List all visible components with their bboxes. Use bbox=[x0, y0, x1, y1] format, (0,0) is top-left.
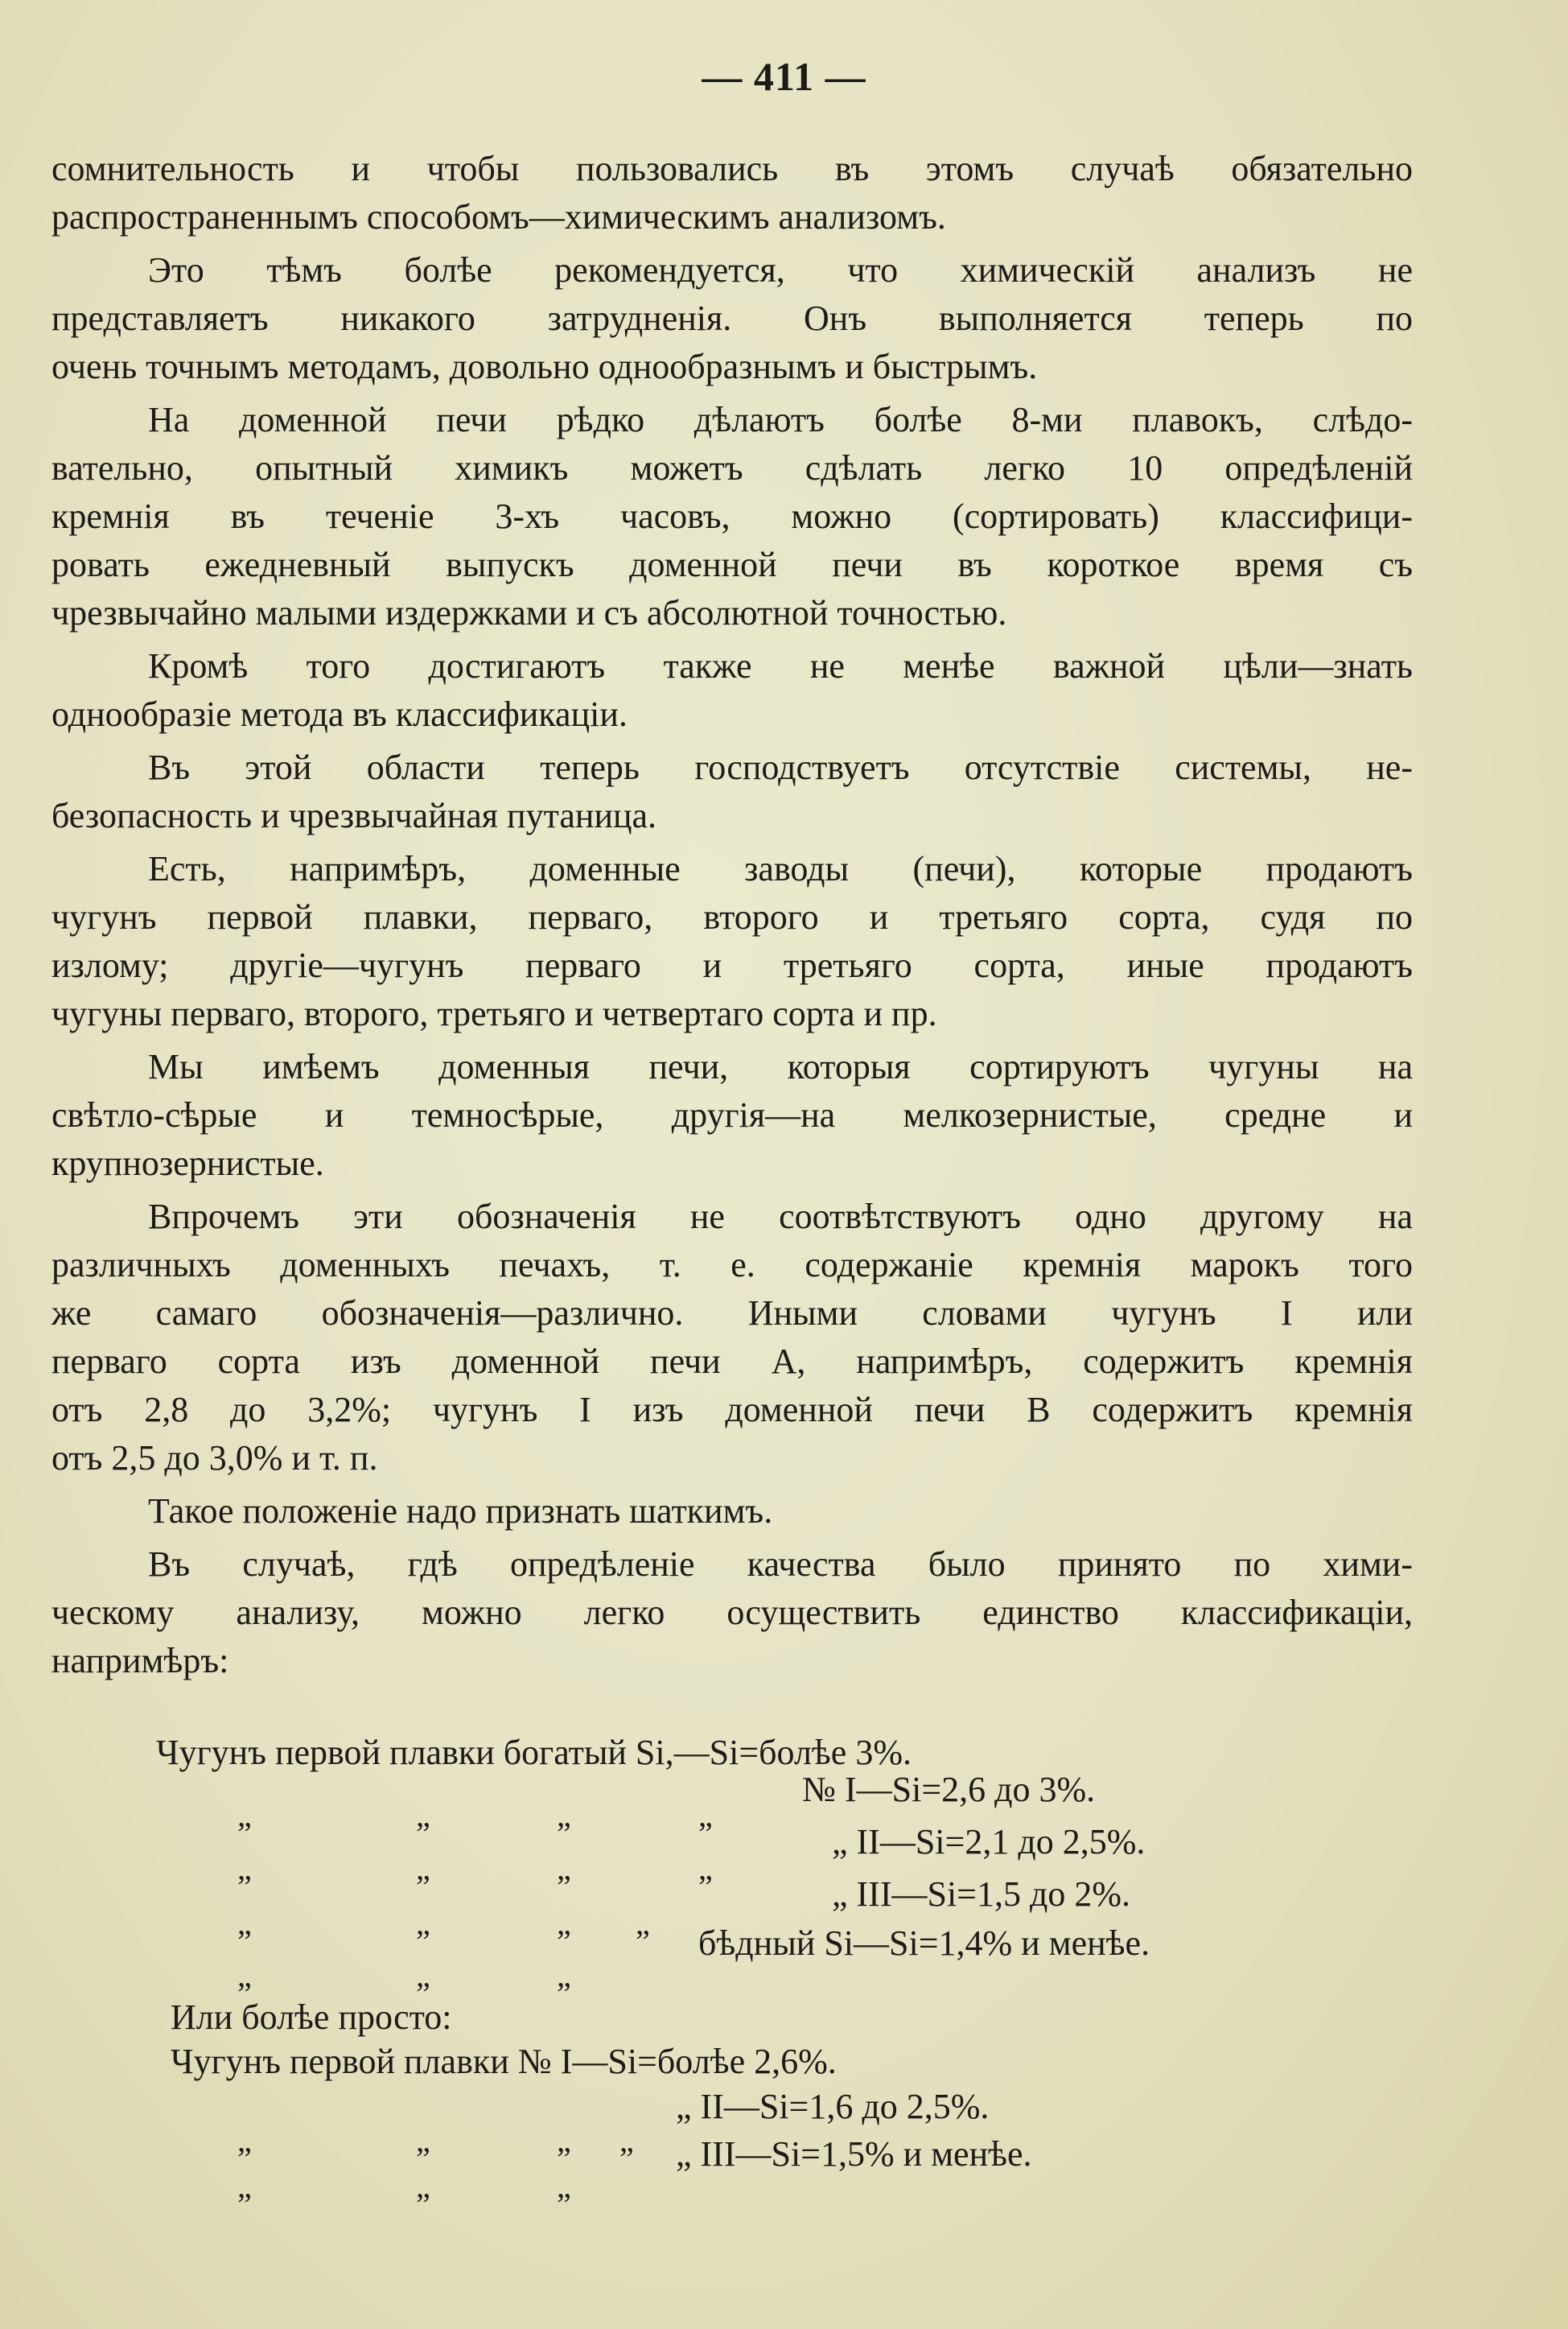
paragraph bbox=[51, 1193, 1413, 1482]
text-line: сомнительность и чтобы пользовались въ этомъ случаѣ обязательно bbox=[51, 149, 1413, 188]
text-line: крупнозернистые. bbox=[51, 1144, 324, 1183]
ditto-mark: „ bbox=[237, 1850, 252, 1886]
ditto-mark: „ bbox=[698, 1797, 713, 1833]
text-line: чрезвычайно малыми издержками и съ абсолютной точностью. bbox=[51, 593, 1007, 633]
ditto-mark: „ bbox=[416, 1797, 430, 1833]
text-line: Есть, напримѣръ, доменные заводы (печи), которые продаютъ bbox=[148, 849, 1413, 888]
page-number: — 411 — bbox=[702, 54, 866, 99]
ditto-mark: „ bbox=[557, 1957, 571, 1993]
text-line: представляетъ никакого затрудненія. Онъ выполняется теперь по bbox=[51, 299, 1413, 338]
classification-row: бѣдный Si—Si=1,4% и менѣе. bbox=[698, 1923, 1150, 1963]
classification-head: Чугунъ первой плавки богатый Si,—Si=болѣе 3%. bbox=[156, 1733, 912, 1772]
ditto-mark: „ bbox=[557, 1797, 571, 1833]
text-line: излому; другіе—чугунъ перваго и третьяго сорта, иные продаютъ bbox=[51, 946, 1413, 985]
text-line: свѣтло-сѣрые и темносѣрые, другія—на мелкозернистые, средне и bbox=[51, 1095, 1413, 1135]
text-line: Мы имѣемъ доменныя печи, которыя сортируютъ чугуны на bbox=[148, 1047, 1413, 1086]
classification-row: № I—Si=2,6 до 3%. bbox=[802, 1770, 1096, 1809]
ditto-mark: „ bbox=[237, 2168, 252, 2204]
text-line: однообразіе метода въ классификаціи. bbox=[51, 695, 628, 734]
text-line: На доменной печи рѣдко дѣлаютъ болѣе 8-ми плавокъ, слѣдо- bbox=[148, 400, 1413, 439]
ditto-mark: „ bbox=[557, 2122, 571, 2158]
ditto-mark: „ bbox=[416, 2168, 430, 2204]
text-line: чугуны перваго, второго, третьяго и четвертаго сорта и пр. bbox=[51, 994, 937, 1033]
text-line: Въ этой области теперь господствуетъ отсутствіе системы, не- bbox=[148, 748, 1413, 787]
classification-row: „ II—Si=2,1 до 2,5%. bbox=[832, 1822, 1146, 1861]
classification-head: Чугунъ первой плавки № I—Si=болѣе 2,6%. bbox=[171, 2042, 837, 2081]
paragraph bbox=[51, 845, 1413, 1038]
text-line: отъ 2,8 до 3,2%; чугунъ I изъ доменной печи В содержитъ кремнія bbox=[51, 1390, 1413, 1429]
text-line: Это тѣмъ болѣе рекомендуется, что химическій анализъ не bbox=[148, 250, 1413, 290]
text-line: различныхъ доменныхъ печахъ, т. е. содержаніе кремнія марокъ того bbox=[51, 1245, 1413, 1284]
paragraph bbox=[51, 246, 1413, 391]
paragraph bbox=[51, 744, 1413, 840]
text-line: отъ 2,5 до 3,0% и т. п. bbox=[51, 1438, 378, 1478]
ditto-mark: „ bbox=[619, 2122, 634, 2158]
ditto-mark: „ bbox=[416, 2122, 430, 2158]
simpler-label: Или болѣе просто: bbox=[171, 1997, 452, 2037]
ditto-mark: „ bbox=[237, 1957, 252, 1993]
ditto-mark: „ bbox=[237, 2122, 252, 2158]
text-line: очень точнымъ методамъ, довольно однообразнымъ и быстрымъ. bbox=[51, 347, 1038, 386]
text-line: чугунъ первой плавки, перваго, второго и третьяго сорта, судя по bbox=[51, 897, 1413, 937]
ditto-mark: „ bbox=[416, 1905, 430, 1941]
text-line: Такое положеніе надо признать шаткимъ. bbox=[148, 1491, 773, 1531]
ditto-mark: „ bbox=[416, 1957, 430, 1993]
ditto-mark: „ bbox=[557, 1850, 571, 1886]
ditto-mark: „ bbox=[237, 1905, 252, 1941]
text-line: же самаго обозначенія—различно. Иными словами чугунъ I или bbox=[51, 1293, 1413, 1333]
ditto-mark: „ bbox=[237, 1797, 252, 1833]
text-line: Въ случаѣ, гдѣ опредѣленіе качества было принято по хими- bbox=[148, 1544, 1413, 1584]
text-line: распространеннымъ способомъ—химическимъ анализомъ. bbox=[51, 197, 946, 237]
text-line: безопасность и чрезвычайная путаница. bbox=[51, 796, 657, 835]
paragraph bbox=[51, 1043, 1413, 1188]
text-line: вательно, опытный химикъ можетъ сдѣлать легко 10 опредѣленій bbox=[51, 448, 1413, 488]
classification-row: „ III—Si=1,5 до 2%. bbox=[832, 1874, 1131, 1914]
text-line: перваго сорта изъ доменной печи А, напримѣръ, содержитъ кремнія bbox=[51, 1342, 1413, 1381]
paragraph bbox=[51, 145, 1413, 241]
ditto-mark: „ bbox=[557, 1905, 571, 1941]
text-line: Впрочемъ эти обозначенія не соотвѣтствуютъ одно другому на bbox=[148, 1197, 1413, 1236]
ditto-mark: „ bbox=[698, 1850, 713, 1886]
text-line: кремнія въ теченіе 3-хъ часовъ, можно (сортировать) классифици- bbox=[51, 497, 1413, 536]
ditto-mark: „ bbox=[416, 1850, 430, 1886]
ditto-mark: „ bbox=[557, 2168, 571, 2204]
paragraph bbox=[51, 396, 1413, 637]
text-line: ровать ежедневный выпускъ доменной печи въ короткое время съ bbox=[51, 545, 1413, 584]
text-line: напримѣръ: bbox=[51, 1641, 229, 1680]
paragraph bbox=[51, 1487, 1413, 1535]
classification-row: „ III—Si=1,5% и менѣе. bbox=[676, 2134, 1032, 2174]
classification-row: „ II—Si=1,6 до 2,5%. bbox=[676, 2087, 990, 2126]
paragraph bbox=[51, 1540, 1413, 1685]
ditto-mark: „ bbox=[636, 1905, 650, 1941]
body-text bbox=[51, 145, 1413, 1690]
text-line: ческому анализу, можно легко осуществить единство классификаціи, bbox=[51, 1593, 1413, 1632]
text-line: Кромѣ того достигаютъ также не менѣе важной цѣли—знать bbox=[148, 646, 1413, 686]
paragraph bbox=[51, 642, 1413, 739]
